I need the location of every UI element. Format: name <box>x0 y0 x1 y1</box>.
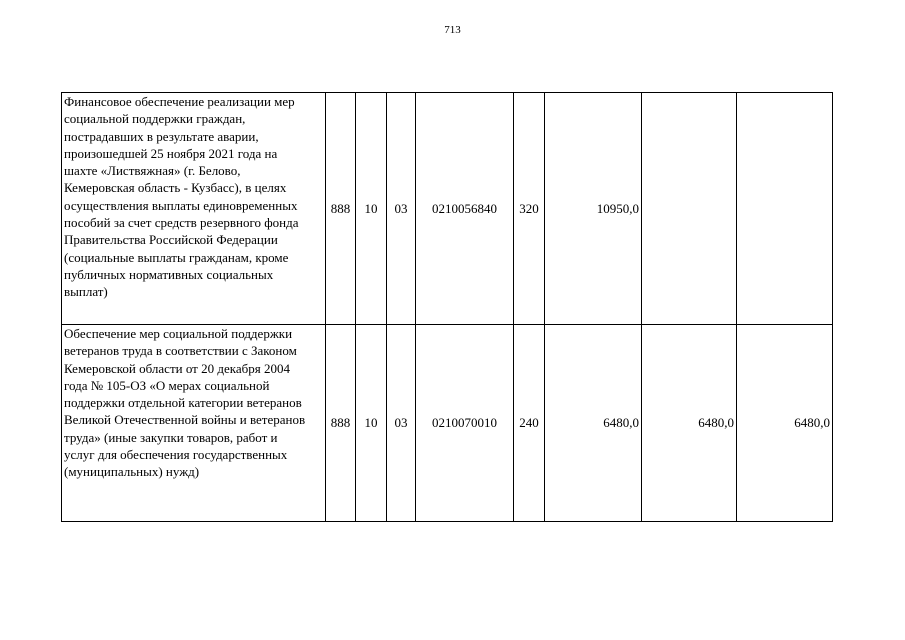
table-row <box>62 325 833 522</box>
expense-type-cell: 320 <box>514 93 545 325</box>
amount-2-cell <box>642 93 737 325</box>
budget-table <box>61 92 833 522</box>
description-cell: Финансовое обеспечение реализации мер социальной поддержки граждан, пострадавших в результате аварии, произошедшей 25 ноября 2021 года на шахте «Листвяжная» (г. Белово, Кемеровская область - Кузбасс), в целях осуществления выплаты единовременных пособий за счет средств резервного фонда Правительства Российской Федерации (социальные выплаты гражданам, кроме публичных нормативных социальных выплат) <box>62 93 326 325</box>
section-cell: 10 <box>356 93 387 325</box>
ministry-code-cell: 888 <box>326 325 356 522</box>
amount-3-cell <box>737 93 833 325</box>
target-article-cell: 0210056840 <box>416 93 514 325</box>
table-row <box>62 93 833 325</box>
section-cell: 10 <box>356 325 387 522</box>
expense-type-cell: 240 <box>514 325 545 522</box>
description-cell: Обеспечение мер социальной поддержки ветеранов труда в соответствии с Законом Кемеровской области от 20 декабря 2004 года № 105-ОЗ «О мерах социальной поддержки отдельной категории ветеранов Великой Отечественной войны и ветеранов труда» (иные закупки товаров, работ и услуг для обеспечения государственных (муниципальных) нужд) <box>62 325 326 522</box>
amount-3-cell: 6480,0 <box>737 325 833 522</box>
subsection-cell: 03 <box>387 325 416 522</box>
subsection-cell: 03 <box>387 93 416 325</box>
page-number: 713 <box>444 24 461 36</box>
ministry-code-cell: 888 <box>326 93 356 325</box>
amount-1-cell: 6480,0 <box>545 325 642 522</box>
amount-2-cell: 6480,0 <box>642 325 737 522</box>
amount-1-cell: 10950,0 <box>545 93 642 325</box>
target-article-cell: 0210070010 <box>416 325 514 522</box>
